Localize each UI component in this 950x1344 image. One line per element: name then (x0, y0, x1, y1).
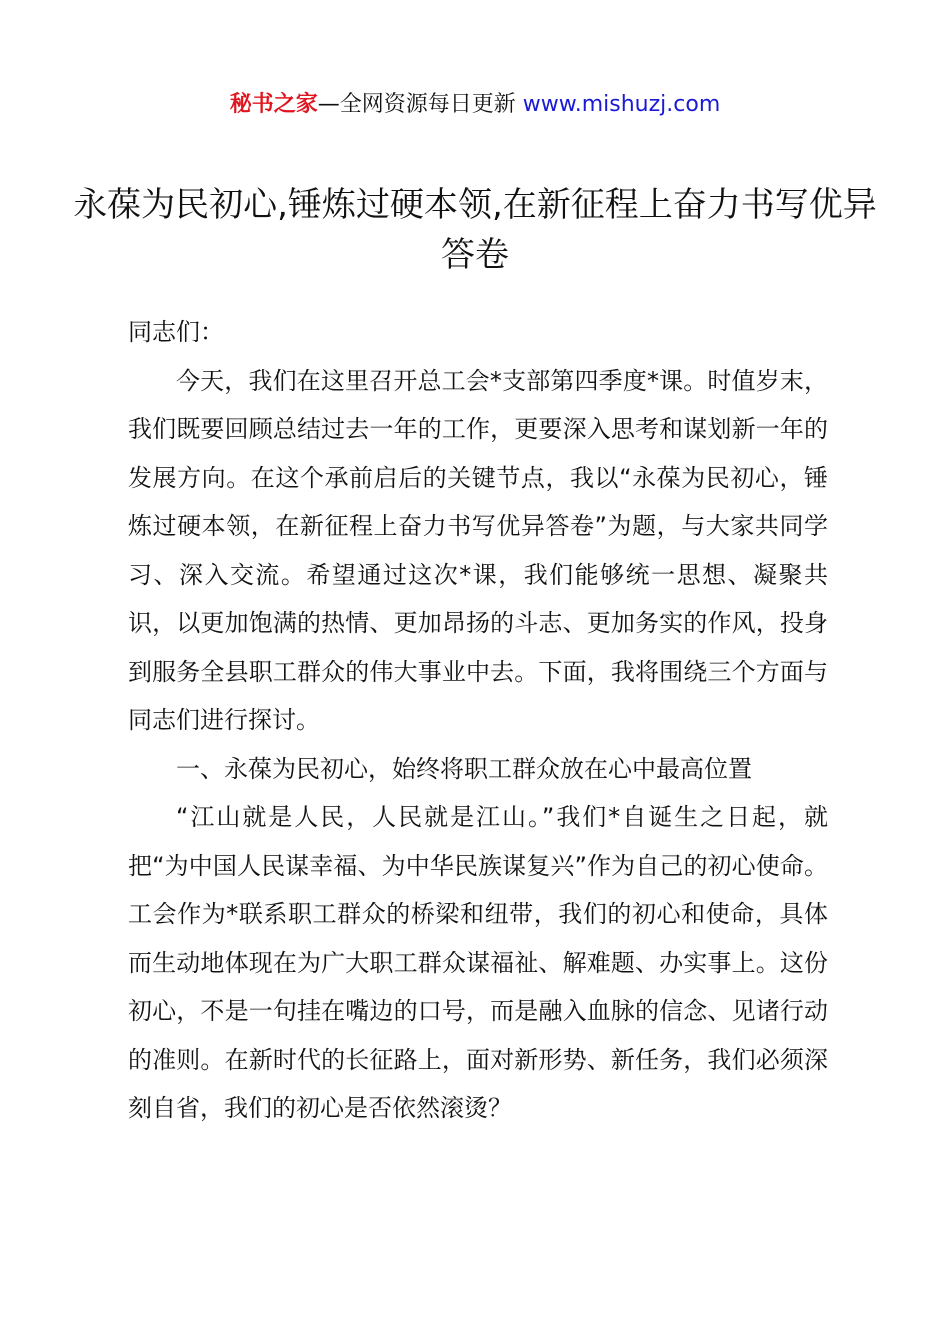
page-header (0, 88, 950, 122)
header-brand: 秘书之家 (229, 92, 318, 117)
section-heading-1: 一、永葆为民初心，始终将职工群众放在心中最高位置 (176, 754, 752, 783)
document-body (128, 308, 828, 1133)
paragraph-intro: 今天，我们在这里召开总工会*支部第四季度*课。时值岁末，我们既要回顾总结过去一年的工作，更要深入思考和谋划新一年的发展方向。在这个承前启后的关键节点，我以“永葆为民初心，锤炼过硬本领，在新征程上奋力书写优异答卷”为题，与大家共同学习、深入交流。希望通过这次*课，我们能够统一思想、凝聚共识，以更加饱满的热情、更加昂扬的斗志、更加务实的作风，投身到服务全县职工群众的伟大事业中去。下面，我将围绕三个方面与同志们进行探讨。 (128, 366, 828, 734)
header-tagline: —全网资源每日更新 (317, 92, 523, 117)
document-title: 永葆为民初心,锤炼过硬本领,在新征程上奋力书写优异答卷 (73, 185, 877, 275)
salutation: 同志们： (128, 318, 224, 346)
paragraph-section-1: “江山就是人民，人民就是江山。”我们*自诞生之日起，就把“为中国人民谋幸福、为中华民族谋复兴”作为自己的初心使命。工会作为*联系职工群众的桥梁和纽带，我们的初心和使命，具体而生动地体现在为广大职工群众谋福祉、解难题、办实事上。这份初心，不是一句挂在嘴边的口号，而是融入血脉的信念、见诸行动的准则。在新时代的长征路上，面对新形势、新任务，我们必须深刻自省，我们的初心是否依然滚烫？ (128, 803, 828, 1122)
header-site-link[interactable]: www.mishuzj.com (522, 92, 721, 117)
